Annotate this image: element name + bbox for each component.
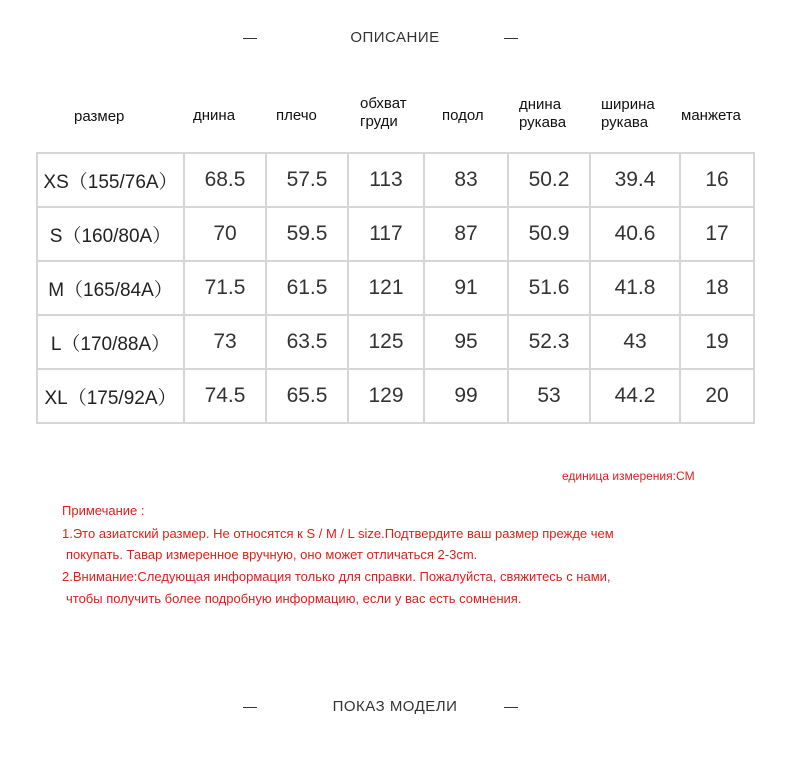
table-cell: 73 bbox=[184, 315, 266, 369]
table-row bbox=[37, 369, 754, 423]
note-line-2: покупать. Тавар измеренное вручную, оно может отличаться 2-3cm. bbox=[66, 547, 478, 562]
header-bust-line2: груди bbox=[360, 113, 398, 130]
table-cell: 52.3 bbox=[508, 315, 590, 369]
header-hem-label: подол bbox=[442, 107, 484, 124]
table-cell: 20 bbox=[680, 369, 754, 423]
header-sleeve-length-line2: рукава bbox=[519, 114, 567, 131]
header-sleeve-length-line1: днина bbox=[519, 96, 562, 113]
table-cell: 50.2 bbox=[508, 153, 590, 207]
table-cell: 16 bbox=[680, 153, 754, 207]
header-cuff bbox=[681, 107, 741, 125]
header-size bbox=[74, 108, 124, 126]
table-cell: 53 bbox=[508, 369, 590, 423]
notes-title: Примечание : bbox=[62, 503, 145, 518]
header-bust bbox=[360, 95, 407, 131]
header-size-label: размер bbox=[74, 108, 125, 125]
table-cell: 19 bbox=[680, 315, 754, 369]
table-cell: 113 bbox=[348, 153, 424, 207]
note-line-3: 2.Внимание:Следующая информация только для справки. Пожалуйста, свяжитесь с нами, bbox=[62, 569, 611, 584]
table-cell: 44.2 bbox=[590, 369, 680, 423]
size-cell: L（170/88A） bbox=[37, 315, 184, 369]
table-cell: 95 bbox=[424, 315, 508, 369]
model-dash-right bbox=[504, 707, 518, 708]
header-hem bbox=[442, 107, 484, 125]
table-row bbox=[37, 315, 754, 369]
table-cell: 17 bbox=[680, 207, 754, 261]
header-sleeve-width bbox=[601, 96, 655, 132]
header-sleeve-width-line2: рукава bbox=[601, 114, 649, 131]
table-row bbox=[37, 153, 754, 207]
header-shoulder-label: плечо bbox=[276, 107, 317, 124]
table-cell: 57.5 bbox=[266, 153, 348, 207]
table-cell: 65.5 bbox=[266, 369, 348, 423]
table-cell: 83 bbox=[424, 153, 508, 207]
table-cell: 121 bbox=[348, 261, 424, 315]
table-cell: 39.4 bbox=[590, 153, 680, 207]
model-title: ПОКАЗ МОДЕЛИ bbox=[332, 698, 458, 715]
table-cell: 71.5 bbox=[184, 261, 266, 315]
table-cell: 91 bbox=[424, 261, 508, 315]
table-cell: 61.5 bbox=[266, 261, 348, 315]
table-cell: 43 bbox=[590, 315, 680, 369]
table-cell: 51.6 bbox=[508, 261, 590, 315]
unit-note: единица измерения:CM bbox=[562, 469, 695, 483]
size-cell: M（165/84A） bbox=[37, 261, 184, 315]
size-cell: XS（155/76A） bbox=[37, 153, 184, 207]
header-sleeve-length bbox=[519, 96, 566, 132]
table-row bbox=[37, 261, 754, 315]
table-cell: 18 bbox=[680, 261, 754, 315]
table-cell: 70 bbox=[184, 207, 266, 261]
table-cell: 41.8 bbox=[590, 261, 680, 315]
table-cell: 59.5 bbox=[266, 207, 348, 261]
table-cell: 87 bbox=[424, 207, 508, 261]
table-cell: 63.5 bbox=[266, 315, 348, 369]
table-cell: 74.5 bbox=[184, 369, 266, 423]
table-cell: 40.6 bbox=[590, 207, 680, 261]
size-table bbox=[36, 152, 755, 424]
table-row bbox=[37, 207, 754, 261]
table-cell: 68.5 bbox=[184, 153, 266, 207]
header-length bbox=[193, 107, 235, 125]
size-cell: S（160/80A） bbox=[37, 207, 184, 261]
table-cell: 50.9 bbox=[508, 207, 590, 261]
description-title: ОПИСАНИЕ bbox=[350, 29, 440, 46]
header-cuff-label: манжета bbox=[681, 107, 741, 124]
title-dash-right bbox=[504, 38, 518, 39]
header-bust-line1: обхват bbox=[360, 95, 407, 112]
header-sleeve-width-line1: ширина bbox=[601, 96, 655, 113]
note-line-4: чтобы получить более подробную информацию, если у вас есть сомнения. bbox=[66, 591, 522, 606]
table-cell: 125 bbox=[348, 315, 424, 369]
size-cell: XL（175/92A） bbox=[37, 369, 184, 423]
header-shoulder bbox=[276, 107, 317, 125]
table-cell: 99 bbox=[424, 369, 508, 423]
header-length-label: днина bbox=[193, 107, 236, 124]
table-cell: 129 bbox=[348, 369, 424, 423]
note-line-1: 1.Это азиатский размер. Не относятся к S / M / L size.Подтвердите ваш размер прежде чем bbox=[62, 526, 614, 541]
table-cell: 117 bbox=[348, 207, 424, 261]
